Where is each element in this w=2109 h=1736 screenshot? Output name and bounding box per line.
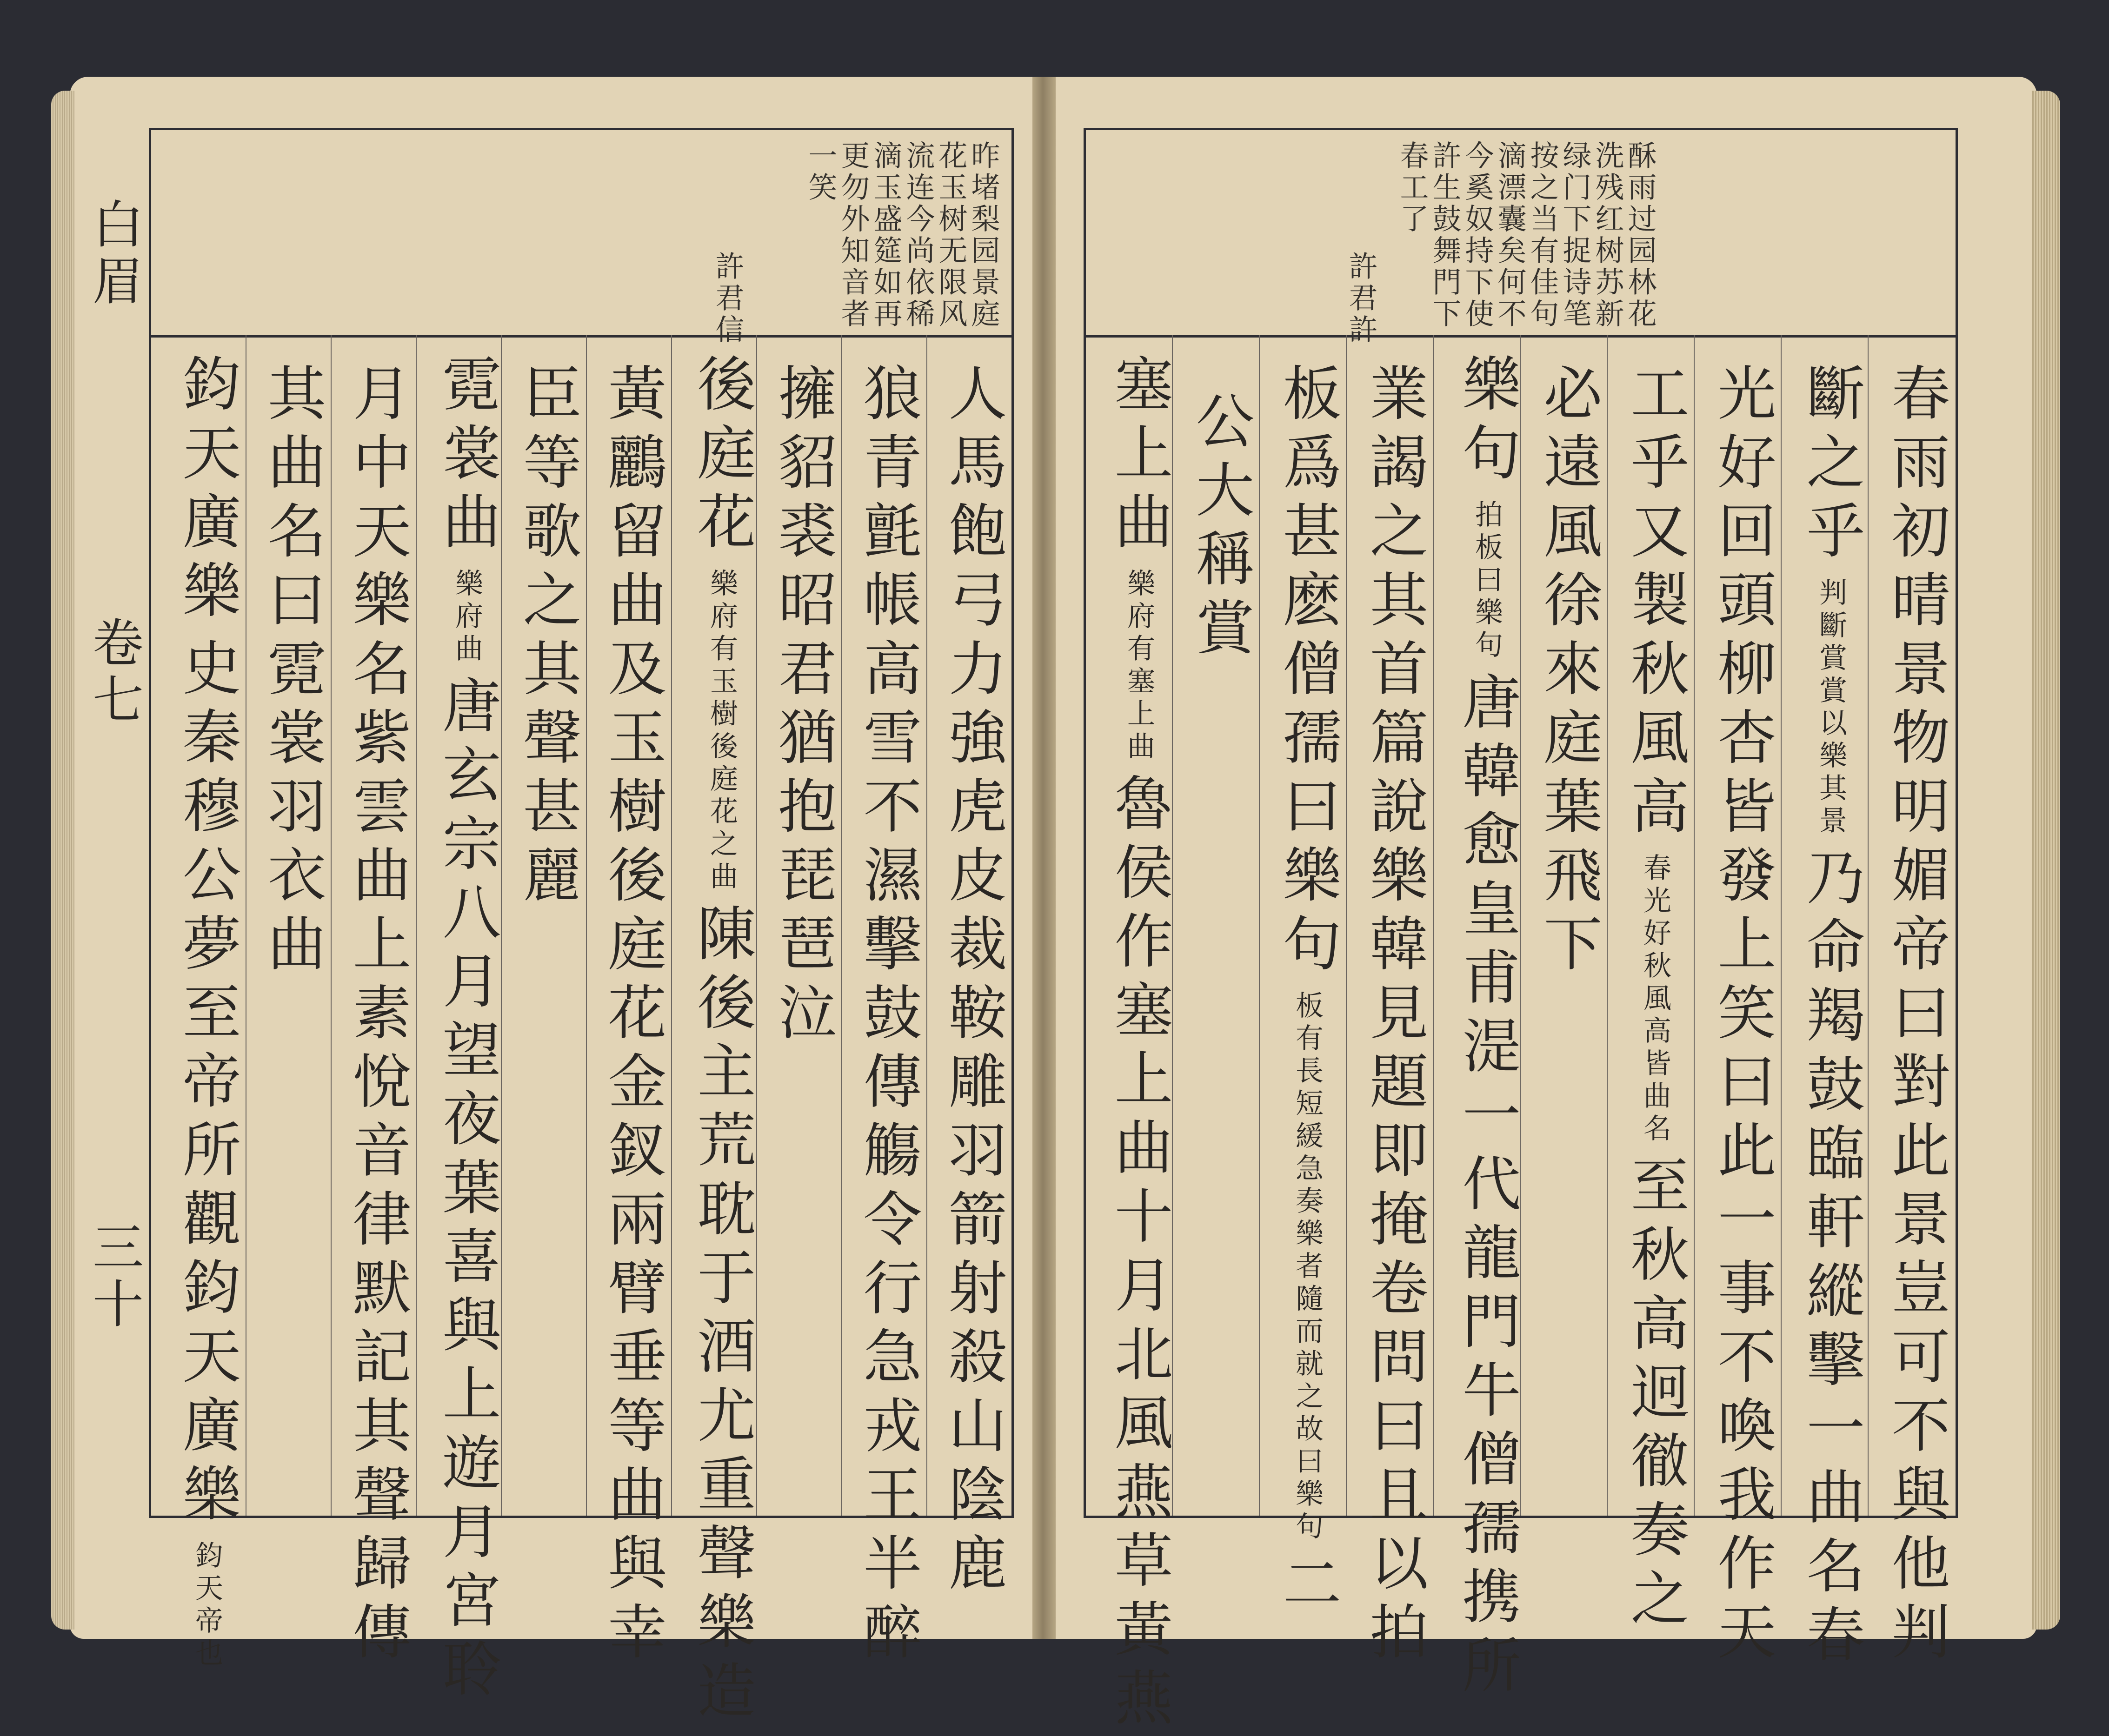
text-column (1621, 363, 1690, 1637)
text-column: 公大稱賞 (1186, 391, 1255, 666)
entry-annotation: 判斷賞賞以樂其景 (1815, 578, 1847, 838)
text-column: 狼青氈帳高雪不濕擊鼓傳觴令行急戎王半醉 (854, 363, 922, 1670)
column-rule (1868, 335, 1869, 1516)
entry-heading: 塞上曲 (1105, 353, 1173, 560)
entry-heading: 樂句 (1453, 353, 1521, 491)
text-column (688, 353, 756, 1729)
entry-annotation: 春光好秋風高皆曲名 (1639, 853, 1671, 1146)
text-column: 春雨初晴景物明媚帝曰對此景豈可不與他判 (1882, 363, 1950, 1670)
right-note-line: 按之当有佳句 (1525, 140, 1559, 330)
left-note-line: 更勿外知音者 (836, 140, 870, 330)
entry-text: 至秋高迥徹奏之 (1621, 1155, 1690, 1637)
left-page-frame (149, 128, 1014, 1729)
left-note-line: 一笑 (804, 140, 838, 204)
entry-text: 工乎又製秋風高 (1621, 363, 1690, 844)
column-rule (1607, 335, 1608, 1516)
entry-text: 史秦穆公夢至帝所觀鈞天廣樂 (173, 637, 241, 1532)
left-note-line: 花玉树无限风 (934, 140, 968, 330)
column-rule (586, 335, 587, 1516)
text-column (433, 353, 501, 1707)
text-column: 光好回頭柳杏皆發上笑曰此一事不喚我作天 (1708, 363, 1776, 1670)
right-page-frame (1084, 128, 1958, 1736)
left-note-line: 昨堵梨园景庭 (966, 140, 1000, 330)
entry-heading: 霓裳曲 (433, 353, 501, 560)
column-rule (671, 335, 672, 1516)
left-annotation-band (151, 130, 1011, 346)
column-rule (1346, 335, 1347, 1516)
right-note-line: 春工了 (1395, 140, 1429, 235)
column-rule (331, 335, 332, 1516)
text-column: 擁貂裘昭君猶抱琵琶泣 (769, 363, 837, 1051)
column-rule (1259, 335, 1260, 1516)
right-note-signature: 許君許 (1344, 251, 1378, 346)
text-column (1105, 353, 1173, 1736)
entry-annotation: 板有長短緩急奏樂者隨而就之故曰樂句 (1291, 991, 1324, 1544)
column-rule (926, 335, 927, 1516)
right-note-line: 绿门下捉诗笔 (1558, 140, 1592, 330)
entry-annotation: 樂府曲 (451, 569, 483, 666)
book-gutter (1032, 77, 1056, 1639)
margin-volume: 卷七 (84, 616, 144, 729)
margin-title: 白眉 (84, 198, 144, 311)
left-note-line: 滴玉盛筵如再 (869, 140, 903, 330)
text-column: 黃鸝留曲及玉樹後庭花金釵兩臂垂等曲與幸 (599, 363, 667, 1670)
entry-text: 魯侯作塞上曲十月北風燕草黃燕 (1105, 773, 1173, 1736)
entry-annotation: 樂府有塞上曲 (1123, 569, 1155, 764)
text-column: 臣等歌之其聲甚麗 (513, 363, 582, 913)
entry-text: 唐韓愈皇甫湜一代龍門牛僧孺携所 (1453, 671, 1521, 1703)
right-annotation-band (1086, 130, 1956, 346)
text-column (1273, 363, 1342, 1622)
right-note-line: 酥雨过园林花 (1623, 140, 1657, 330)
column-rule (841, 335, 842, 1516)
text-column: 必遠風徐來庭葉飛下 (1534, 363, 1603, 982)
text-column (1453, 353, 1521, 1703)
entry-annotation: 鈞天帝也 (191, 1541, 223, 1671)
entry-text: 陳後主荒耽于酒尤重聲樂造 (688, 903, 756, 1729)
column-rule (416, 335, 417, 1516)
text-column (1797, 363, 1865, 1673)
column-rule (1781, 335, 1782, 1516)
entry-annotation: 樂府有玉樹後庭花之曲 (705, 569, 738, 894)
right-note-line: 許生鼓舞門下 (1428, 140, 1462, 330)
entry-annotation: 拍板曰樂句 (1470, 500, 1503, 663)
right-note-line: 滴漂囊矣何不 (1493, 140, 1527, 330)
entry-text: 二 (1273, 1553, 1342, 1622)
entry-heading: 鈞天廣樂 (173, 353, 241, 629)
right-note-line: 今奚奴持下使 (1460, 140, 1494, 330)
entry-text: 板爲甚麽僧孺曰樂句 (1273, 363, 1342, 982)
left-note-line: 流连今尚依稀 (901, 140, 935, 330)
column-rule (1694, 335, 1695, 1516)
entry-heading: 後庭花 (688, 353, 756, 560)
open-book (70, 58, 2037, 1736)
column-rule (756, 335, 757, 1516)
column-rule (1433, 335, 1434, 1516)
text-column: 業謁之其首篇說樂韓見題即掩卷問曰且以拍 (1360, 363, 1429, 1670)
left-note-signature: 許君信 (711, 251, 745, 346)
text-column: 人馬飽弓力強虎皮裁鞍雕羽箭射殺山陰鹿 (939, 363, 1007, 1601)
margin-page-number: 三十 (84, 1220, 144, 1334)
entry-text: 唐玄宗八月望夜葉喜與上遊月宮聆 (433, 675, 501, 1707)
entry-text: 斷之乎 (1797, 363, 1865, 569)
text-column: 月中天樂名紫雲曲上素悅音律默記其聲歸傳 (343, 363, 412, 1670)
right-note-line: 洗残红树苏新 (1590, 140, 1624, 330)
entry-text: 乃命羯鼓臨軒縱擊一曲名春 (1797, 847, 1865, 1673)
text-column (173, 353, 241, 1671)
text-column: 其曲名曰霓裳羽衣曲 (258, 363, 326, 982)
